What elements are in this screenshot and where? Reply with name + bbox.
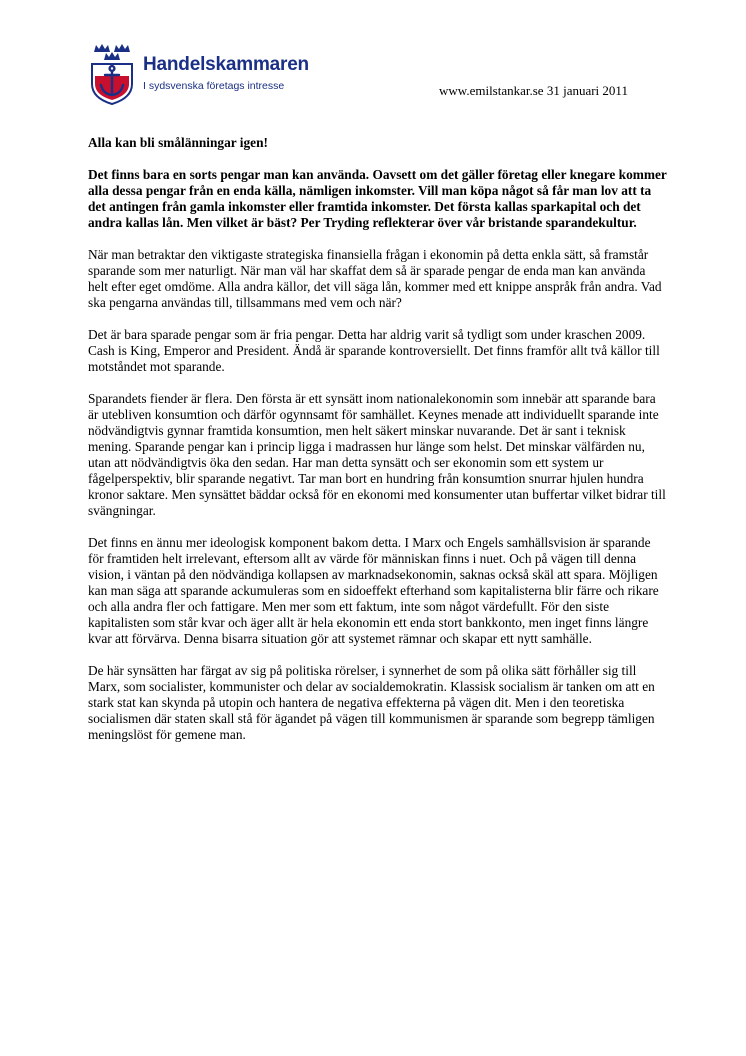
paragraph: Sparandets fiender är flera. Den första är ett synsätt inom nationalekonomin som innebär att sparande bara är utebliven konsumtion och därför ogynnsamt för samhället. Keynes menade att individuellt sparande inte nödvändigtvis gynnar framtida konsumtion, men helt säkert minskar nuvarande. Det är sant i teknisk mening. Sparande pengar kan i princip ligga i madrassen hur länge som helst. Det minskar välfärden nu, utan att nödvändigtvis öka den sedan. Har man detta synsätt och ser ekonomin som ett system ur fågelperspektiv, blir sparande negativt. Tar man bort en hundring från konsumtion snurrar hjulen hundra kronor saktare. Men synsättet bäddar också för en ekonomi med konsumenter utan buffertar vilket bidrar till svängningar. xyxy=(88,391,666,518)
article-lead: Det finns bara en sorts pengar man kan använda. Oavsett om det gäller företag eller knegare kommer alla dessa pengar från en enda källa, nämligen inkomster. Vill man köpa något så får man lov att ta det antingen från gamla inkomster eller framtida inkomster. Det första kallas sparkapital och det andra kallas lån. Men vilket är bäst? Per Tryding reflekterar över vår bristande sparandekultur. xyxy=(88,167,667,230)
article-body xyxy=(88,135,668,759)
brand-tagline: I sydsvenska företags intresse xyxy=(143,80,285,92)
paragraph: Det finns en ännu mer ideologisk komponent bakom detta. I Marx och Engels samhällsvision är sparande för framtiden helt irrelevant, eftersom allt av värde för människan finns i nuet. Och på vägen till denna vision, i väntan på den nödvändiga kollapsen av marknadsekonomin, saknas också skäl att spara. Möjligen kan man säga att sparande ackumuleras som en sidoeffekt efterhand som kapitalisterna blir färre och rikare och alla andra fler och fattigare. Men mer som ett faktum, inte som något värdefullt. För den siste kapitalisten som står kvar och äger allt är hela ekonomin ett enda stort bankkonto, men inget finns längre kvar att förvärva. Denna bisarra situation gör att systemet rämnar och skapar ett nytt samhälle. xyxy=(88,535,659,646)
paragraph: När man betraktar den viktigaste strategiska finansiella frågan i ekonomin på detta enkla sätt, så framstår sparande som mer naturligt. När man väl har skaffat dem så är sparade pengar de enda man kan använda helt efter eget omdöme. Alla andra källor, det vill säga lån, kommer med ett knippe anspråk från andra. Vad ska pengarna användas till, tillsammans med vem och när? xyxy=(88,247,662,310)
paragraph: Det är bara sparade pengar som är fria pengar. Detta har aldrig varit så tydligt som under kraschen 2009. Cash is King, Emperor and President. Ändå är sparande kontroversiellt. Det finns framför allt två källor till motståndet mot sparande. xyxy=(88,327,660,374)
brand-name: Handelskammaren xyxy=(143,54,309,75)
article-title: Alla kan bli smålänningar igen! xyxy=(88,135,268,150)
anchor-crowns-emblem-icon xyxy=(86,40,138,106)
paragraph: De här synsätten har färgat av sig på politiska rörelser, i synnerhet de som på olika sätt förhåller sig till Marx, som socialister, kommunister och delar av socialdemokratin. Klassisk socialism är tanken om att en stark stat kan skynda på utopin och hantera de negativa effekterna på vägen dit. Men i den teoretiska socialismen där staten skall stå för ägandet på vägen till kommunismen är sparande som begrepp tämligen meningslöst för gemene man. xyxy=(88,663,655,742)
handelskammaren-logo xyxy=(86,40,336,106)
source-and-date: www.emilstankar.se 31 januari 2011 xyxy=(439,83,628,98)
